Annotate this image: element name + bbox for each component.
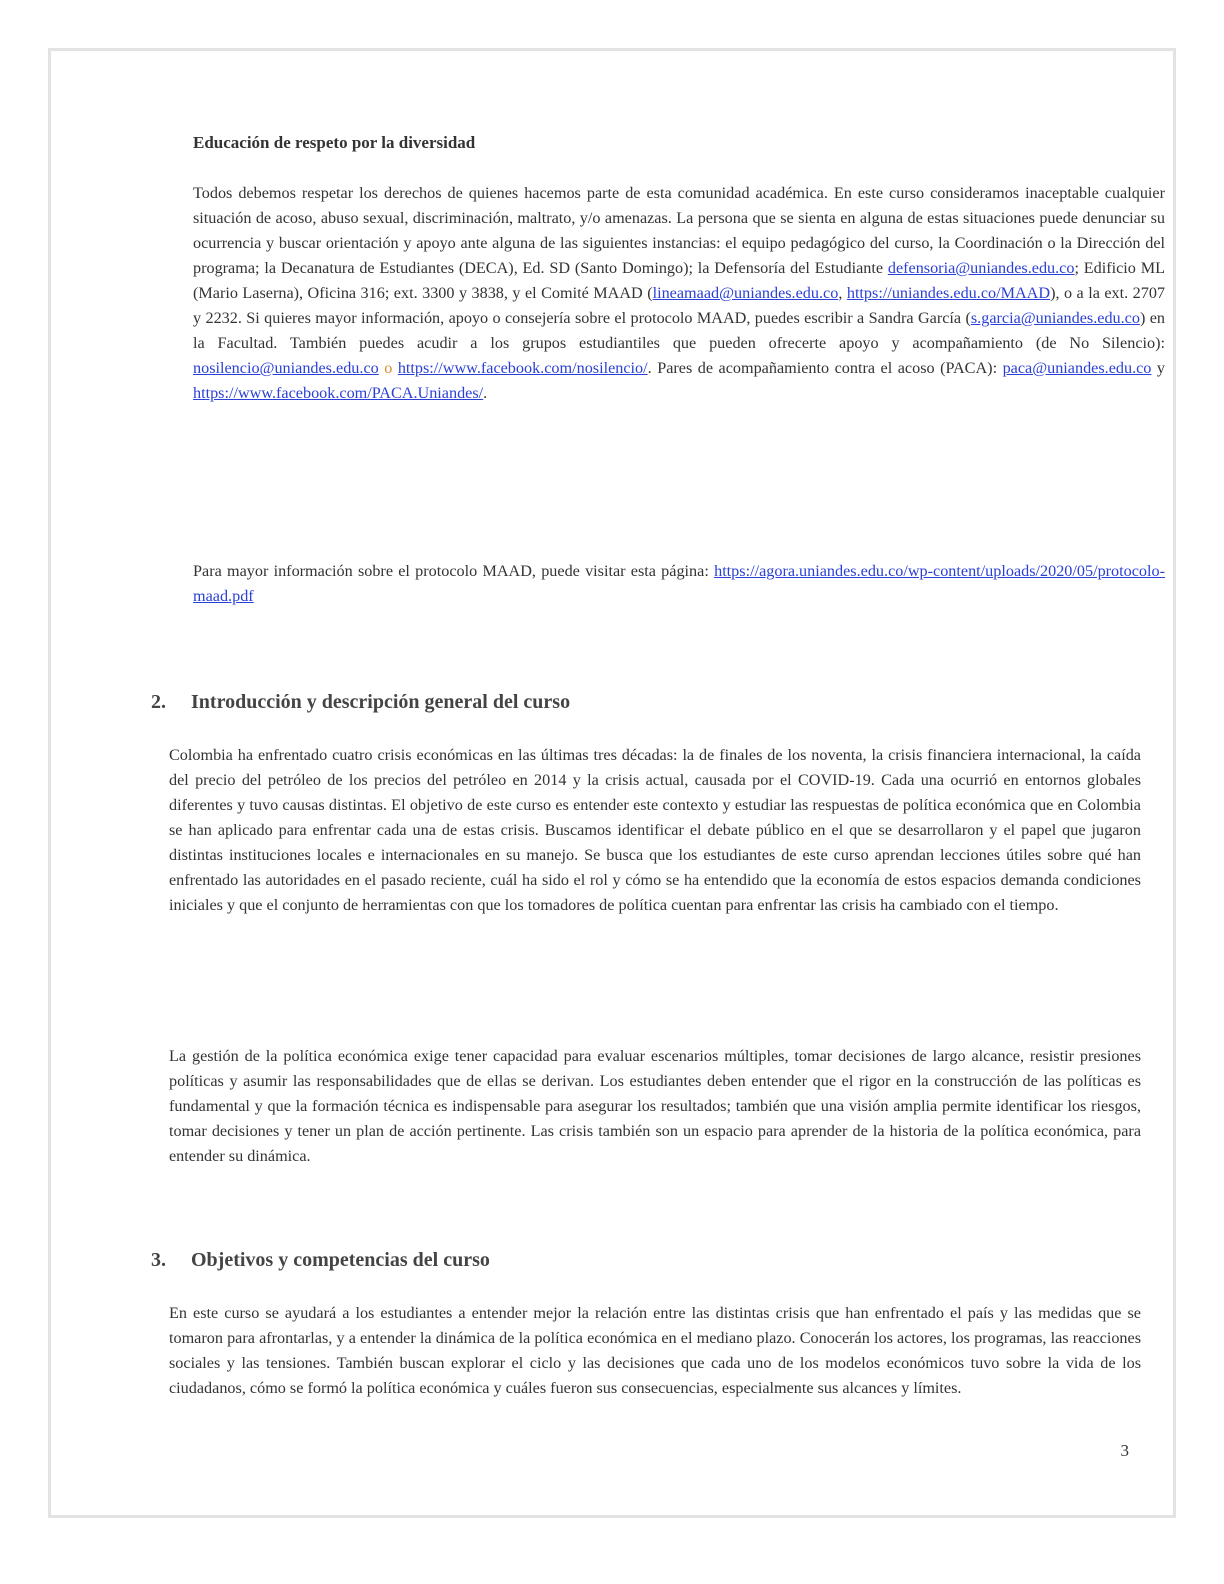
section-2-paragraph-2: La gestión de la política económica exige tener capacidad para evaluar escenarios múltiples, tomar decisiones de largo alcance, resistir presiones políticas y asumir las responsabilidades que de ellas se derivan. Los estudiantes deben entender que el rigor en la construcción de las políticas es fundamental y que la formación técnica es indispensable para asegurar los resultados; también que una visión amplia permite identificar los riesgos, tomar decisiones y tener un plan de acción pertinente. Las crisis también son un espacio para aprender de la historia de la política económica, para entender su dinámica. <box>169 1047 1141 1165</box>
document-page <box>48 48 1176 1518</box>
respect-heading: Educación de respeto por la diversidad <box>193 133 476 152</box>
respect-text-2: ; Edificio ML (Mario Laserna), Oficina 316; ext. 3300 y 3838, y el Comité MAAD <box>193 259 1165 302</box>
respect-text-5: . Pares de acompañamiento contra el acoso (PACA) <box>647 359 993 377</box>
section-3-title-text: Objetivos y competencias del curso <box>191 1249 490 1271</box>
respect-end: . <box>483 384 488 402</box>
respect-separator: o <box>378 359 393 377</box>
section-2-title-text: Introducción y descripción general del curso <box>191 691 571 713</box>
maad-protocol-link[interactable]: https://agora.uniandes.edu.co/wp-content/uploads/2020/05/protocolo-maad.pdf <box>193 562 1166 605</box>
maad-email-link[interactable]: lineamaad@uniandes.edu.co <box>652 284 839 302</box>
sandra-email-link[interactable]: s.garcia@uniandes.edu.co <box>970 309 1140 327</box>
paca-facebook-link[interactable]: https://www.facebook.com/PACA.Uniandes/ <box>193 384 484 402</box>
section-2-paragraph-1: Colombia ha enfrentado cuatro crisis económicas en las últimas tres décadas: la de finales de los noventa, la crisis financiera internacional, la caída del precio del petróleo de los precios del petróleo en 2014 y la crisis actual, causada por el COVID-19. Cada una ocurrió en entornos globales diferentes y tuvo causas distintas. El objetivo de este curso es entender este contexto y estudiar las respuestas de política económica que en Colombia se han aplicado para enfrentar cada una de estas crisis. Buscamos identificar el debate público en el que se desarrollaron y el papel que jugaron distintas instituciones locales e internacionales en su manejo. Se busca que los estudiantes de este curso aprendan lecciones útiles sobre qué han enfrentado las autoridades en el pasado reciente, cuál ha sido el rol y cómo se ha entendido que la economía de estos espacios demanda condiciones iniciales y que el conjunto de herramientas con que los tomadores de política cuentan para enfrentar las crisis ha cambiado con el tiempo. <box>169 746 1141 914</box>
paca-email-link[interactable]: paca@uniandes.edu.co <box>1002 359 1152 377</box>
maad-url-link[interactable]: https://uniandes.edu.co/MAAD <box>846 284 1051 302</box>
maad-info-paragraph <box>193 559 1165 609</box>
section-3-number: 3. <box>151 1249 166 1271</box>
respect-text-1: Todos debemos respetar los derechos de quienes hacemos parte de esta comunidad académica. En este curso consideramos inaceptable cualquier situación de acoso, abuso sexual, discriminación, maltrato, y/o amenazas. La persona que se sienta en alguna de estas situaciones puede denunciar su ocurrencia y buscar orientación y apoyo ante alguna de las siguientes instancias: el equipo pedagógico del curso, la Coordinación o la Dirección del programa; la Decanatura de Estudiantes (DECA), Ed. SD (Santo Domingo); la Defensoría del Estudiante <box>193 184 1165 277</box>
respect-text-3: , o a la ext. 2707 y 2232. Si quieres mayor información, apoyo o consejería sobre el protocolo MAAD, puedes escribir a Sandra García <box>193 284 1166 327</box>
nosilencio-facebook-link[interactable]: https://www.facebook.com/nosilencio/ <box>397 359 648 377</box>
section-3-title <box>151 1249 1151 1272</box>
respect-and: y <box>1151 359 1165 377</box>
respect-paragraph: Todos debemos respetar los derechos de quienes hacemos parte de esta comunidad académica. En este curso consideramos inaceptable cualquier situación de acoso, abuso sexual, discriminación, maltrato, y/o amenazas. La persona que se sienta en alguna de estas situaciones puede denunciar su ocurrencia y buscar orientación y apoyo ante alguna de las siguientes instancias: el equipo pedagógico del curso, la Coordinación o la Dirección del programa; la Decanatura de Estudiantes (DECA), Ed. SD (Santo Domingo); la Defensoría del Estudiante defensoria@uniandes.edu.co; Edificio ML (Mario Laserna), Oficina 316; ext. 3300 y 3838, y el Comité MAAD (lineamaad@uniandes.edu.co, https://uniandes.edu.co/MAAD), o a la ext. 2707 y 2232. Si quieres mayor información, apoyo o consejería sobre el protocolo MAAD, puedes escribir a Sandra García (s.garcia@uniandes.edu.co) en la Facultad. También puedes acudir a los grupos estudiantiles que pueden ofrecerte apoyo y acompañamiento (de No Silencio): nosilencio@uniandes.edu.co o https://www.facebook.com/nosilencio/. Pares de acompañamiento contra el acoso (PACA): paca@uniandes.edu.co y https://www.facebook.com/PACA.Uniandes/. <box>193 184 1166 402</box>
nosilencio-email-link[interactable]: nosilencio@uniandes.edu.co <box>193 359 379 377</box>
section-2-title <box>151 691 1151 714</box>
page-number: 3 <box>1120 1441 1129 1460</box>
maad-info-text: Para mayor información sobre el protocolo MAAD, puede visitar esta página: <box>193 562 709 580</box>
defensoria-email-link[interactable]: defensoria@uniandes.edu.co <box>887 259 1075 277</box>
respect-text-4: en la Facultad. También puedes acudir a los grupos estudiantiles que pueden ofrecerte apoyo y acompañamiento (de No Silencio) <box>193 309 1166 352</box>
section-2-number: 2. <box>151 691 166 713</box>
section-3-paragraph-1: En este curso se ayudará a los estudiantes a entender mejor la relación entre las distintas crisis que han enfrentado el país y las medidas que se tomaron para afrontarlas, y a entender la dinámica de la política económica en el mediano plazo. Conocerán los actores, los programas, las reacciones sociales y las tensiones. También buscan explorar el ciclo y las decisiones que cada uno de los modelos económicos tuvo sobre la vida de los ciudadanos, cómo se formó la política económica y cuáles fueron sus consecuencias, especialmente sus alcances y límites. <box>169 1304 1141 1397</box>
